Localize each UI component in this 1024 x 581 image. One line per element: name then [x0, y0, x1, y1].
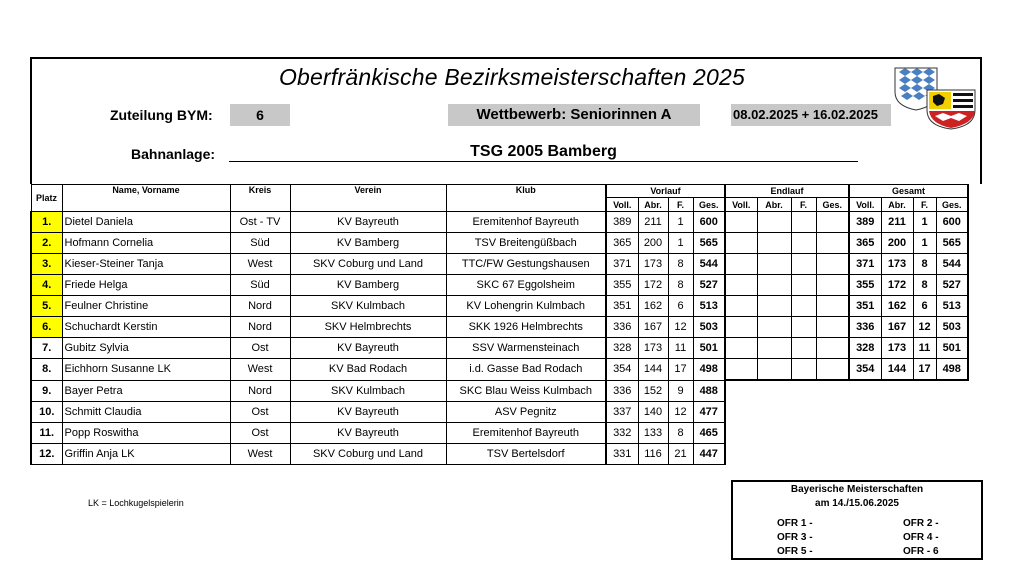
name-cell: Dietel Daniela	[62, 212, 230, 233]
gesamt-voll-cell: 365	[849, 233, 881, 254]
kreis-cell: Nord	[230, 380, 290, 401]
endlauf-cell	[757, 233, 791, 254]
verein-cell: KV Bayreuth	[290, 422, 446, 443]
empty-cell	[791, 380, 816, 401]
empty-cell	[725, 443, 757, 464]
vorlauf-f-cell: 9	[668, 380, 693, 401]
vorlauf-f-cell: 8	[668, 422, 693, 443]
ofr-5: OFR 5 -	[777, 546, 813, 557]
endlauf-cell	[816, 212, 849, 233]
bayerische-date: am 14./15.06.2025	[815, 498, 899, 509]
name-cell: Kieser-Steiner Tanja	[62, 254, 230, 275]
vorlauf-abr-cell: 144	[638, 359, 668, 381]
bahnanlage-underline	[229, 161, 858, 162]
table-row	[31, 401, 968, 422]
results-body	[31, 212, 968, 465]
platz-cell: 6.	[31, 317, 62, 338]
col-g-f: F.	[913, 198, 936, 212]
empty-cell	[791, 443, 816, 464]
vorlauf-f-cell: 12	[668, 317, 693, 338]
gesamt-f-cell: 11	[913, 338, 936, 359]
endlauf-cell	[791, 212, 816, 233]
col-platz: Platz	[31, 185, 62, 212]
klub-cell: SKC Blau Weiss Kulmbach	[446, 380, 606, 401]
empty-cell	[816, 443, 849, 464]
col-gesamt: Gesamt	[849, 185, 968, 198]
name-cell: Friede Helga	[62, 275, 230, 296]
table-row	[31, 317, 968, 338]
empty-cell	[881, 380, 913, 401]
table-row	[31, 422, 968, 443]
klub-cell: ASV Pegnitz	[446, 401, 606, 422]
empty-cell	[757, 401, 791, 422]
dates-label: 08.02.2025 + 16.02.2025	[731, 104, 891, 126]
bayerische-box	[731, 480, 983, 560]
platz-cell: 3.	[31, 254, 62, 275]
page-title: Oberfränkische Bezirksmeisterschaften 2025	[278, 64, 746, 90]
gesamt-ges-cell: 544	[936, 254, 968, 275]
empty-cell	[913, 380, 936, 401]
vorlauf-voll-cell: 328	[606, 338, 638, 359]
verein-cell: KV Bayreuth	[290, 401, 446, 422]
vorlauf-voll-cell: 337	[606, 401, 638, 422]
gesamt-abr-cell: 167	[881, 317, 913, 338]
table-row	[31, 296, 968, 317]
table-row	[31, 380, 968, 401]
platz-cell: 12.	[31, 443, 62, 464]
endlauf-cell	[725, 254, 757, 275]
klub-cell: TSV Breitengüßbach	[446, 233, 606, 254]
bavaria-coat-of-arms-icon	[893, 66, 979, 130]
vorlauf-abr-cell: 211	[638, 212, 668, 233]
col-e-f: F.	[791, 198, 816, 212]
endlauf-cell	[816, 317, 849, 338]
vorlauf-abr-cell: 173	[638, 338, 668, 359]
klub-cell: Eremitenhof Bayreuth	[446, 422, 606, 443]
verein-cell: KV Bayreuth	[290, 338, 446, 359]
klub-cell: SSV Warmensteinach	[446, 338, 606, 359]
empty-cell	[936, 422, 968, 443]
endlauf-cell	[791, 317, 816, 338]
empty-cell	[757, 380, 791, 401]
gesamt-voll-cell: 354	[849, 359, 881, 381]
klub-cell: SKC 67 Eggolsheim	[446, 275, 606, 296]
gesamt-f-cell: 8	[913, 254, 936, 275]
gesamt-abr-cell: 172	[881, 275, 913, 296]
name-cell: Schmitt Claudia	[62, 401, 230, 422]
name-cell: Feulner Christine	[62, 296, 230, 317]
empty-cell	[936, 401, 968, 422]
col-endlauf: Endlauf	[725, 185, 849, 198]
vorlauf-voll-cell: 332	[606, 422, 638, 443]
empty-cell	[936, 443, 968, 464]
gesamt-abr-cell: 144	[881, 359, 913, 381]
endlauf-cell	[791, 338, 816, 359]
gesamt-ges-cell: 498	[936, 359, 968, 381]
gesamt-ges-cell: 565	[936, 233, 968, 254]
vorlauf-ges-cell: 600	[693, 212, 725, 233]
table-row	[31, 254, 968, 275]
name-cell: Bayer Petra	[62, 380, 230, 401]
platz-cell: 10.	[31, 401, 62, 422]
col-g-abr: Abr.	[881, 198, 913, 212]
empty-cell	[849, 380, 881, 401]
name-cell: Eichhorn Susanne LK	[62, 359, 230, 381]
klub-cell: TSV Bertelsdorf	[446, 443, 606, 464]
vorlauf-voll-cell: 355	[606, 275, 638, 296]
gesamt-voll-cell: 389	[849, 212, 881, 233]
vorlauf-ges-cell: 503	[693, 317, 725, 338]
vorlauf-voll-cell: 389	[606, 212, 638, 233]
bayerische-title: Bayerische Meisterschaften	[790, 484, 924, 495]
gesamt-abr-cell: 200	[881, 233, 913, 254]
ofr-6: OFR - 6	[903, 546, 939, 557]
empty-cell	[849, 443, 881, 464]
endlauf-cell	[791, 254, 816, 275]
endlauf-cell	[725, 212, 757, 233]
gesamt-ges-cell: 503	[936, 317, 968, 338]
ofr-4: OFR 4 -	[903, 532, 939, 543]
endlauf-cell	[757, 359, 791, 381]
empty-cell	[757, 443, 791, 464]
endlauf-cell	[725, 317, 757, 338]
bahnanlage-label: Bahnanlage:	[131, 146, 216, 162]
col-g-voll: Voll.	[849, 198, 881, 212]
gesamt-f-cell: 1	[913, 212, 936, 233]
gesamt-ges-cell: 501	[936, 338, 968, 359]
vorlauf-f-cell: 12	[668, 401, 693, 422]
vorlauf-voll-cell: 336	[606, 380, 638, 401]
klub-cell: i.d. Gasse Bad Rodach	[446, 359, 606, 381]
lk-note: LK = Lochkugelspielerin	[88, 498, 184, 508]
vorlauf-abr-cell: 152	[638, 380, 668, 401]
endlauf-cell	[791, 296, 816, 317]
vorlauf-f-cell: 17	[668, 359, 693, 381]
zuteilung-label: Zuteilung BYM:	[110, 107, 213, 123]
kreis-cell: Nord	[230, 317, 290, 338]
endlauf-cell	[725, 233, 757, 254]
endlauf-cell	[757, 254, 791, 275]
endlauf-cell	[791, 233, 816, 254]
empty-cell	[725, 422, 757, 443]
name-cell: Hofmann Cornelia	[62, 233, 230, 254]
vorlauf-voll-cell: 351	[606, 296, 638, 317]
vorlauf-abr-cell: 172	[638, 275, 668, 296]
table-row	[31, 338, 968, 359]
empty-cell	[791, 422, 816, 443]
verein-cell: KV Bad Rodach	[290, 359, 446, 381]
kreis-cell: Ost	[230, 422, 290, 443]
table-row	[31, 359, 968, 381]
col-kreis: Kreis	[230, 185, 290, 212]
vorlauf-voll-cell: 371	[606, 254, 638, 275]
endlauf-cell	[725, 275, 757, 296]
empty-cell	[936, 380, 968, 401]
vorlauf-ges-cell: 447	[693, 443, 725, 464]
empty-cell	[881, 401, 913, 422]
vorlauf-abr-cell: 140	[638, 401, 668, 422]
endlauf-cell	[816, 296, 849, 317]
col-verein: Verein	[290, 185, 446, 212]
kreis-cell: West	[230, 443, 290, 464]
vorlauf-ges-cell: 565	[693, 233, 725, 254]
endlauf-cell	[757, 317, 791, 338]
gesamt-voll-cell: 351	[849, 296, 881, 317]
endlauf-cell	[816, 338, 849, 359]
empty-cell	[816, 380, 849, 401]
wettbewerb-label: Wettbewerb: Seniorinnen A	[448, 104, 700, 126]
endlauf-cell	[725, 359, 757, 381]
gesamt-voll-cell: 336	[849, 317, 881, 338]
vorlauf-abr-cell: 200	[638, 233, 668, 254]
verein-cell: SKV Coburg und Land	[290, 254, 446, 275]
vorlauf-voll-cell: 331	[606, 443, 638, 464]
gesamt-f-cell: 6	[913, 296, 936, 317]
gesamt-voll-cell: 355	[849, 275, 881, 296]
vorlauf-voll-cell: 336	[606, 317, 638, 338]
gesamt-abr-cell: 211	[881, 212, 913, 233]
name-cell: Griffin Anja LK	[62, 443, 230, 464]
platz-cell: 7.	[31, 338, 62, 359]
empty-cell	[913, 443, 936, 464]
gesamt-ges-cell: 600	[936, 212, 968, 233]
name-cell: Popp Roswitha	[62, 422, 230, 443]
col-e-abr: Abr.	[757, 198, 791, 212]
vorlauf-abr-cell: 116	[638, 443, 668, 464]
col-v-ges: Ges.	[693, 198, 725, 212]
empty-cell	[849, 401, 881, 422]
bahnanlage-value: TSG 2005 Bamberg	[470, 143, 617, 160]
col-v-abr: Abr.	[638, 198, 668, 212]
gesamt-ges-cell: 527	[936, 275, 968, 296]
empty-cell	[913, 401, 936, 422]
endlauf-cell	[757, 212, 791, 233]
vorlauf-f-cell: 8	[668, 275, 693, 296]
ofr-1: OFR 1 -	[777, 518, 813, 529]
empty-cell	[791, 401, 816, 422]
empty-cell	[881, 422, 913, 443]
vorlauf-f-cell: 1	[668, 212, 693, 233]
endlauf-cell	[725, 338, 757, 359]
kreis-cell: Nord	[230, 296, 290, 317]
table-row	[31, 233, 968, 254]
verein-cell: KV Bamberg	[290, 233, 446, 254]
platz-cell: 9.	[31, 380, 62, 401]
vorlauf-ges-cell: 544	[693, 254, 725, 275]
name-cell: Schuchardt Kerstin	[62, 317, 230, 338]
empty-cell	[725, 380, 757, 401]
verein-cell: SKV Coburg und Land	[290, 443, 446, 464]
endlauf-cell	[816, 233, 849, 254]
results-table	[30, 184, 969, 465]
platz-cell: 8.	[31, 359, 62, 381]
vorlauf-abr-cell: 133	[638, 422, 668, 443]
kreis-cell: Ost	[230, 401, 290, 422]
verein-cell: SKV Helmbrechts	[290, 317, 446, 338]
endlauf-cell	[791, 275, 816, 296]
empty-cell	[816, 422, 849, 443]
platz-cell: 4.	[31, 275, 62, 296]
vorlauf-voll-cell: 365	[606, 233, 638, 254]
col-v-voll: Voll.	[606, 198, 638, 212]
gesamt-ges-cell: 513	[936, 296, 968, 317]
vorlauf-ges-cell: 498	[693, 359, 725, 381]
verein-cell: SKV Kulmbach	[290, 380, 446, 401]
vorlauf-f-cell: 1	[668, 233, 693, 254]
empty-cell	[881, 443, 913, 464]
col-v-f: F.	[668, 198, 693, 212]
gesamt-voll-cell: 328	[849, 338, 881, 359]
zuteilung-value: 6	[230, 104, 290, 126]
kreis-cell: West	[230, 359, 290, 381]
col-klub: Klub	[446, 185, 606, 212]
platz-cell: 11.	[31, 422, 62, 443]
endlauf-cell	[757, 275, 791, 296]
gesamt-abr-cell: 173	[881, 338, 913, 359]
vorlauf-voll-cell: 354	[606, 359, 638, 381]
vorlauf-f-cell: 8	[668, 254, 693, 275]
klub-cell: KV Lohengrin Kulmbach	[446, 296, 606, 317]
verein-cell: KV Bamberg	[290, 275, 446, 296]
endlauf-cell	[757, 338, 791, 359]
kreis-cell: Ost	[230, 338, 290, 359]
vorlauf-f-cell: 11	[668, 338, 693, 359]
vorlauf-abr-cell: 167	[638, 317, 668, 338]
name-cell: Gubitz Sylvia	[62, 338, 230, 359]
platz-cell: 2.	[31, 233, 62, 254]
empty-cell	[757, 422, 791, 443]
empty-cell	[849, 422, 881, 443]
vorlauf-ges-cell: 488	[693, 380, 725, 401]
platz-cell: 1.	[31, 212, 62, 233]
endlauf-cell	[757, 296, 791, 317]
col-name: Name, Vorname	[62, 185, 230, 212]
ofr-3: OFR 3 -	[777, 532, 813, 543]
gesamt-f-cell: 17	[913, 359, 936, 381]
verein-cell: SKV Kulmbach	[290, 296, 446, 317]
table-row	[31, 443, 968, 464]
col-e-ges: Ges.	[816, 198, 849, 212]
gesamt-f-cell: 1	[913, 233, 936, 254]
klub-cell: SKK 1926 Helmbrechts	[446, 317, 606, 338]
empty-cell	[816, 401, 849, 422]
col-e-voll: Voll.	[725, 198, 757, 212]
kreis-cell: Ost - TV	[230, 212, 290, 233]
kreis-cell: Süd	[230, 275, 290, 296]
endlauf-cell	[816, 359, 849, 381]
gesamt-voll-cell: 371	[849, 254, 881, 275]
col-g-ges: Ges.	[936, 198, 968, 212]
endlauf-cell	[791, 359, 816, 381]
empty-cell	[725, 401, 757, 422]
klub-cell: TTC/FW Gestungshausen	[446, 254, 606, 275]
ofr-2: OFR 2 -	[903, 518, 939, 529]
gesamt-abr-cell: 173	[881, 254, 913, 275]
verein-cell: KV Bayreuth	[290, 212, 446, 233]
vorlauf-abr-cell: 173	[638, 254, 668, 275]
vorlauf-ges-cell: 477	[693, 401, 725, 422]
vorlauf-ges-cell: 527	[693, 275, 725, 296]
vorlauf-f-cell: 6	[668, 296, 693, 317]
endlauf-cell	[816, 275, 849, 296]
empty-cell	[913, 422, 936, 443]
vorlauf-ges-cell: 513	[693, 296, 725, 317]
vorlauf-ges-cell: 501	[693, 338, 725, 359]
endlauf-cell	[725, 296, 757, 317]
vorlauf-ges-cell: 465	[693, 422, 725, 443]
vorlauf-f-cell: 21	[668, 443, 693, 464]
table-row	[31, 212, 968, 233]
kreis-cell: Süd	[230, 233, 290, 254]
gesamt-abr-cell: 162	[881, 296, 913, 317]
gesamt-f-cell: 12	[913, 317, 936, 338]
col-vorlauf: Vorlauf	[606, 185, 725, 198]
kreis-cell: West	[230, 254, 290, 275]
table-row	[31, 275, 968, 296]
vorlauf-abr-cell: 162	[638, 296, 668, 317]
endlauf-cell	[816, 254, 849, 275]
klub-cell: Eremitenhof Bayreuth	[446, 212, 606, 233]
platz-cell: 5.	[31, 296, 62, 317]
gesamt-f-cell: 8	[913, 275, 936, 296]
